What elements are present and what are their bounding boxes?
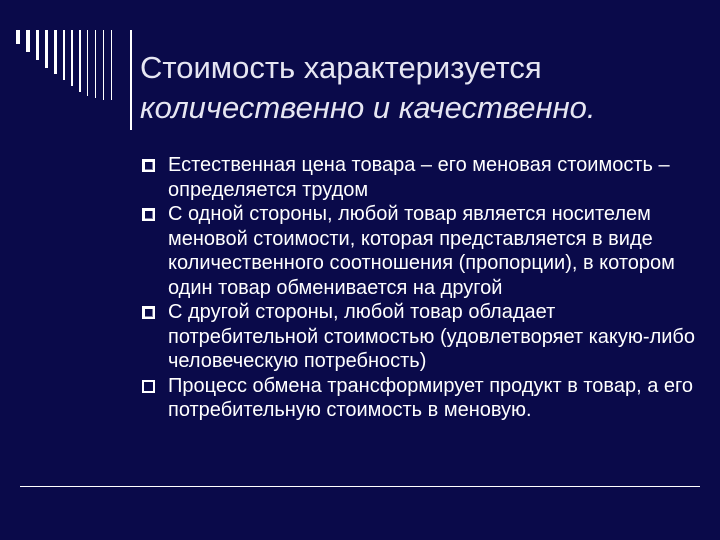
stripe	[54, 30, 57, 74]
decorative-stripes	[14, 30, 124, 100]
bottom-divider	[20, 486, 700, 487]
stripe	[16, 30, 20, 44]
list-item	[140, 153, 700, 202]
title-line-2: количественно и качественно.	[140, 90, 596, 125]
stripe	[45, 30, 48, 68]
list-item-text: Естественная цена товара – его меновая стоимость – определяется трудом	[168, 154, 670, 201]
checkbox-bullet-icon	[142, 208, 155, 221]
stripe	[63, 30, 65, 80]
list-item	[140, 374, 700, 423]
list-item-text: С одной стороны, любой товар является носителем меновой стоимости, которая представляется в виде количественного соотношения (пропорции), в котором один товар обменивается на другой	[168, 203, 675, 299]
checkbox-bullet-icon	[142, 306, 155, 319]
stripe	[36, 30, 39, 60]
list-item	[140, 300, 700, 374]
title-line-1: Стоимость характеризуется	[140, 50, 542, 85]
checkbox-bullet-icon	[142, 159, 155, 172]
stripe	[95, 30, 96, 98]
stripe	[103, 30, 104, 100]
stripe	[26, 30, 30, 52]
stripe	[87, 30, 88, 96]
stripe	[111, 30, 112, 100]
list-item-text: Процесс обмена трансформирует продукт в товар, а его потребительную стоимость в меновую.	[168, 374, 693, 421]
stripe	[71, 30, 73, 86]
hollow-square-bullet-icon	[142, 380, 155, 393]
bullet-list	[140, 153, 700, 423]
decorative-vertical-line	[130, 30, 132, 130]
list-item	[140, 202, 700, 300]
slide-title	[140, 48, 700, 128]
list-item-text: С другой стороны, любой товар обладает потребительной стоимостью (удовлетворяет какую-либо человеческую потребность)	[168, 301, 695, 372]
stripe	[79, 30, 81, 92]
